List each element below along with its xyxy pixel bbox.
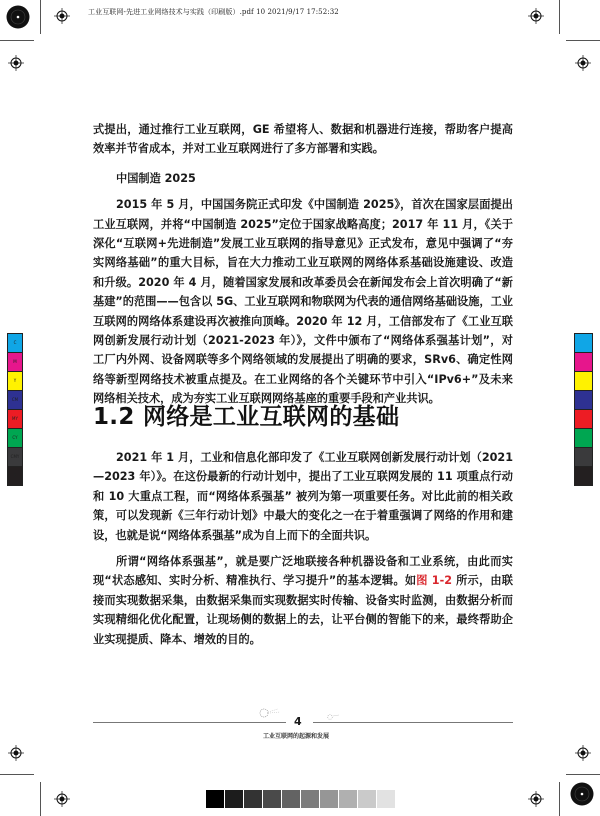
registration-target-icon (5, 4, 31, 30)
crosshair-mark-icon (575, 55, 591, 71)
intro-paragraph: 式提出，通过推行工业互联网，GE 希望将人、数据和机器进行连接，帮助客户提高效率并节省成本，并对工业互联网进行了多方部署和实践。 (93, 123, 513, 156)
color-swatch-cy: CY (7, 428, 23, 447)
color-calibration-bar-right (574, 333, 593, 486)
trim-line (40, 782, 41, 816)
registration-target-icon (569, 781, 595, 807)
color-swatch-m: M (7, 352, 23, 371)
paragraph-network-foundation (93, 552, 513, 649)
gray-swatch (377, 790, 395, 808)
gray-swatch (301, 790, 319, 808)
gray-swatch (206, 790, 224, 808)
page-body-top (93, 120, 513, 409)
trim-line (566, 774, 600, 775)
crosshair-mark-icon (8, 55, 24, 71)
gray-swatch (320, 790, 338, 808)
color-swatch (574, 371, 593, 390)
color-swatch (574, 409, 593, 428)
color-swatch-k: K (7, 466, 23, 486)
dandelion-ornament-icon (258, 707, 284, 719)
crosshair-mark-icon (54, 791, 70, 807)
paragraph-2015: 2015 年 5 月，中国国务院正式印发《中国制造 2025》，首次在国家层面提出工业互联网，并将“中国制造 2025”定位于国家战略高度；2017 年 11 月，《关于深化“互联网+先进制造”发展工业互联网的指导意见》正式发布，意见中强调了“夯实网络基础”的重大目标，旨在大力推动工业互联网的网络体系基础设施建设、改造和升级。2020 年 4 月，随着国家发展和改革委员会在新闻发布会上首次明确了“新基建”的范围——包含以 5G、工业互联网和物联网为代表的通信网络基础设施，工业互联网的网络体系建设再次被推向顶峰。2020 年 12 月，工信部发布了《工业互联网创新发展行动计划（2021-2023 年）》，文件中颁布了“网络体系强基计划”，对工厂内外网、设备网联等多个网络领域的发展提出了明确的要求，SRv6、确定性网络等新型网络技术被重点提及。在工业网络的各个关键环节中引入“IPv6+”及未来网络相关技术，成为夯实工业互联网网络基座的重要手段和产业共识。 (93, 198, 513, 406)
crosshair-mark-icon (528, 791, 544, 807)
color-swatch-my: MY (7, 409, 23, 428)
gray-swatch (263, 790, 281, 808)
paragraph-2021: 2021 年 1 月，工业和信息化部印发了《工业互联网创新发展行动计划（2021—2023 年）》。在这份最新的行动计划中，提出了工业互联网发展的 11 项重点行动和 10 大重点工程，而“网络体系强基” 被列为第一项重要任务。对比此前的相关政策，可以发现新《三年行动计划》中最大的变化之一在于着重强调了网络的作用和建设，也就是说“网络体系强基”成为自上而下的全面共识。 (93, 451, 513, 542)
color-swatch-y: Y (7, 371, 23, 390)
footer-rule-right (313, 722, 513, 723)
color-swatch-cmy: CMY (7, 447, 23, 466)
crosshair-mark-icon (575, 745, 591, 761)
color-calibration-bar-left (7, 333, 23, 486)
page-body-bottom (93, 448, 513, 649)
color-swatch (574, 466, 593, 486)
color-swatch (574, 428, 593, 447)
gray-swatch (282, 790, 300, 808)
trim-line (40, 0, 41, 34)
paragraph-text: 所谓“网络体系强基”，就是要广泛地联接各种机器设备和工业系统，由此而实现“状态感知、实时分析、精准执行、学习提升”的基本逻辑。如 (93, 555, 513, 588)
subheading: 中国制造 2025 (116, 171, 196, 185)
gray-swatch (244, 790, 262, 808)
crosshair-mark-icon (8, 745, 24, 761)
trim-line (559, 782, 560, 816)
print-job-header: 工业互联网-先进工业网络技术与实践（印刷版）.pdf 10 2021/9/17 17:52:32 (88, 8, 339, 16)
color-swatch-c: C (7, 333, 23, 352)
section-heading: 1.2 网络是工业互联网的基础 (93, 404, 400, 430)
page-number: 4 (294, 715, 302, 728)
grayscale-calibration-bar (206, 790, 395, 808)
color-swatch (574, 447, 593, 466)
trim-line (0, 40, 34, 41)
gray-swatch (358, 790, 376, 808)
gray-swatch (225, 790, 243, 808)
footer-rule-left (93, 722, 286, 723)
color-swatch (574, 352, 593, 371)
color-swatch (574, 333, 593, 352)
chapter-title: 工业互联网的起源和发展 (263, 733, 330, 740)
trim-line (566, 40, 600, 41)
color-swatch (574, 390, 593, 409)
crosshair-mark-icon (528, 8, 544, 24)
trim-line (559, 0, 560, 34)
figure-reference-link[interactable]: 图 1-2 (416, 574, 453, 588)
color-swatch-cm: CM (7, 390, 23, 409)
dandelion-ornament-icon (326, 713, 340, 721)
gray-swatch (339, 790, 357, 808)
crosshair-mark-icon (54, 8, 70, 24)
paragraph-text: 所示，由联接而实现数据采集，由数据采集而实现数据实时传输、设备实时监测，由数据分析而实现精细化优化配置，让现场侧的数据上的去，让平台侧的智能下的来，最终帮助企业实现提质、降本、增效的目的。 (93, 574, 513, 646)
trim-line (0, 774, 34, 775)
